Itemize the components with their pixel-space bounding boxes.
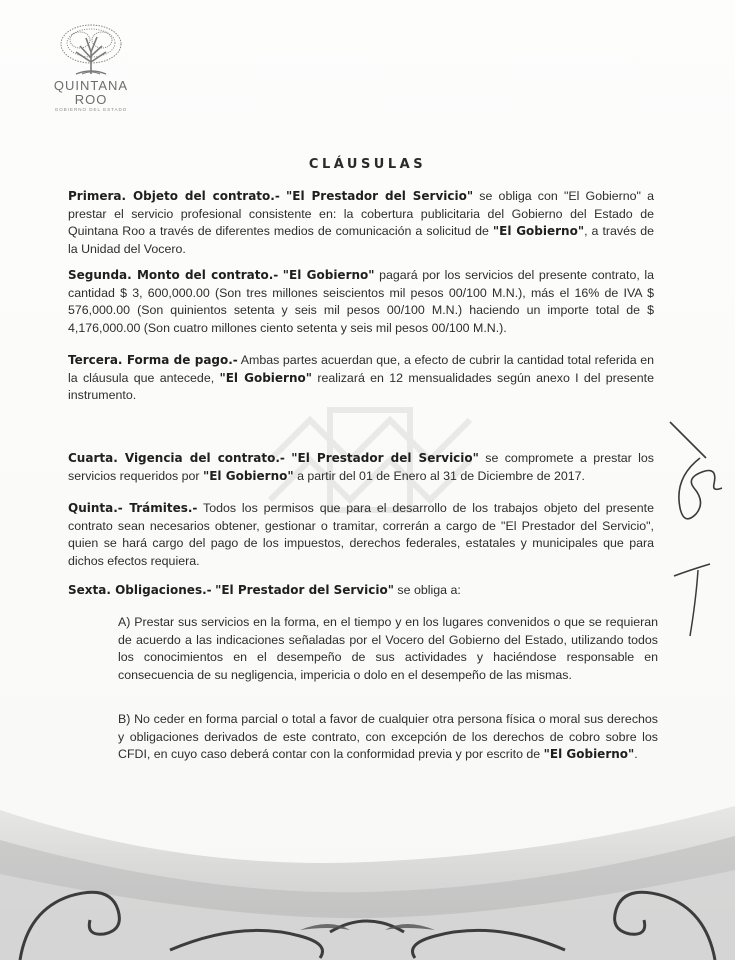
clause-text: se obliga a: (393, 583, 461, 597)
clause-heading: Tercera. Forma de pago.- (68, 353, 238, 367)
clause-heading: Quinta.- Trámites.- (68, 501, 198, 515)
clause-tercera (68, 352, 654, 405)
clause-text: se compromete a prestar los servicios requeridos por (68, 451, 654, 483)
clause-text: Ambas partes acuerdan que, a efecto de cubrir la cantidad total referida en la cláusula que antecede, (68, 353, 654, 385)
logo-tagline: GOBIERNO DEL ESTADO (54, 107, 128, 112)
bold-term: "El Gobierno" (282, 268, 375, 282)
bold-term: "El Prestador del Servicio" (215, 583, 394, 597)
clause-text: . (634, 747, 638, 762)
clause-text: pagará por los servicios del presente contrato, la cantidad $ 3, 600,000.00 (Son tres millones seiscientos mil pesos 00/100 M.N.), más el 16% de IVA $ 576,000.00 (Son quinientos setenta y seis mil pesos 00/100 M.N.) haciendo un importe total de $ 4,176,000.00 (Son cuatro millones ciento setenta y seis mil pesos 00/100 M.N.). (68, 268, 654, 335)
clause-text: se obliga con "El Gobierno" a prestar el servicio profesional consistente en: la cobertura publicitaria del Gobierno del Estado de Quintana Roo a través de diferentes medios de comunicación a solicitud de (68, 189, 654, 239)
clause-text: Todos los permisos que para el desarrollo de los trabajos objeto del presente contrato sean necesarios obtener, gestionar o tramitar, correrán a cargo de "El Prestador del Servicio", quien se hará cargo del pago de los impuestos, derechos federales, estatales y municipales que para dichos efectos requiera. (68, 501, 655, 568)
bold-term: "El Gobierno" (543, 747, 635, 762)
signature-initials (666, 418, 732, 538)
clause-segunda (68, 267, 654, 337)
clause-sexta (68, 582, 654, 600)
signature-mark (670, 560, 720, 640)
subclause-b (118, 711, 658, 764)
subclause-a (118, 614, 658, 684)
clause-quinta (68, 500, 654, 570)
bold-term: "El Prestador del Servicio" (286, 189, 474, 203)
clause-cuarta (68, 450, 654, 485)
clause-heading: Cuarta. Vigencia del contrato.- (68, 451, 285, 465)
page-title: CLÁUSULAS (308, 157, 427, 172)
clause-primera (68, 188, 654, 258)
quintana-roo-logo (36, 22, 146, 112)
tree-icon (56, 22, 126, 78)
bold-term: "El Gobierno" (202, 468, 294, 483)
clause-heading: Sexta. Obligaciones.- (68, 583, 212, 597)
clause-text: realizará en 12 mensualidades según anexo I del presente instrumento. (68, 370, 654, 403)
bold-term: "El Gobierno" (219, 370, 312, 385)
bold-term: "El Prestador del Servicio" (291, 451, 479, 465)
clause-heading: Segunda. Monto del contrato.- (68, 268, 279, 282)
clause-text: A) Prestar sus servicios en la forma, en el tiempo y en los lugares convenidos o que se requieran de acuerdo a las indicaciones señaladas por el Vocero del Gobierno del Estado, utilizando todos los conocimientos en el desempeño de sus actividades y haciéndose responsable en consecuencia de su negligencia, impericia o dolo en el desempeño de las mismas. (118, 615, 658, 682)
clause-text: B) No ceder en forma parcial o total a favor de cualquier otra persona física o moral sus derechos y obligaciones derivados de este contrato, con excepción de los derechos de cobro sobre los CFDI, en cuyo caso deberá contar con la conformidad previa y por escrito de (118, 712, 658, 762)
bold-term: "El Gobierno" (492, 224, 585, 239)
footer-ornament (0, 800, 735, 960)
clause-text: , a través de la Unidad del Vocero. (68, 224, 654, 256)
logo-name: QUINTANA ROO (53, 78, 129, 107)
clause-text: a partir del 01 de Enero al 31 de Diciembre de 2017. (293, 468, 585, 483)
clause-heading: Primera. Objeto del contrato.- (68, 189, 280, 203)
